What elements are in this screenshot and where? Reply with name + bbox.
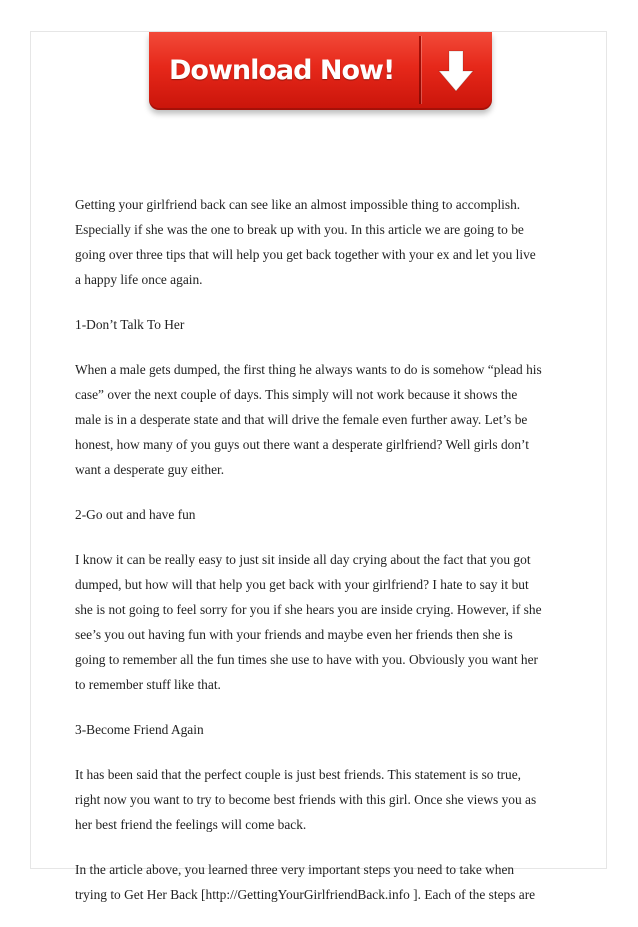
download-banner: [149, 32, 492, 116]
intro-paragraph: Getting your girlfriend back can see like an almost impossible thing to accomplish. Especially if she was the one to break up with you. In this article we are going to be going over three tips that will help you get back together with your ex and let you live a happy life once again.: [75, 197, 536, 287]
tip-3-paragraph: It has been said that the perfect couple is just best friends. This statement is so true, right now you want to try to become best friends with this girl. Once she views you as her best friend the feelings will come back.: [75, 767, 537, 832]
download-now-label: Download Now!: [169, 55, 395, 86]
tip-2-heading: 2-Go out and have fun: [75, 507, 196, 522]
tip-2-paragraph: I know it can be really easy to just sit inside all day crying about the fact that you got dumped, but how will that help you get back with your girlfriend? I hate to say it but she is not going to feel sorry for you if she hears you are inside crying. However, if she see’s you out having fun with your friends and maybe even her friends then she is going to remember all the fun times she use to have with you. Obviously you want her to remember stuff like that.: [75, 552, 542, 692]
tip-3-heading: 3-Become Friend Again: [75, 722, 204, 737]
conclusion-paragraph: In the article above, you learned three very important steps you need to take when trying to Get Her Back [http://GettingYourGirlfriendBack.info ]. Each of the steps are: [75, 862, 536, 902]
download-arrow-icon: [437, 49, 475, 93]
download-now-button[interactable]: [149, 32, 492, 110]
article-body: [75, 192, 545, 927]
button-divider: [419, 36, 421, 104]
document-page: [30, 31, 607, 902]
tip-1-paragraph: When a male gets dumped, the first thing he always wants to do is somehow “plead his case” over the next couple of days. This simply will not work because it shows the male is in a desperate state and that will drive the female even further away. Let’s be honest, how many of you guys out there want a desperate girlfriend? Well girls don’t want a desperate guy either.: [75, 362, 542, 477]
tip-1-heading: 1-Don’t Talk To Her: [75, 317, 185, 332]
